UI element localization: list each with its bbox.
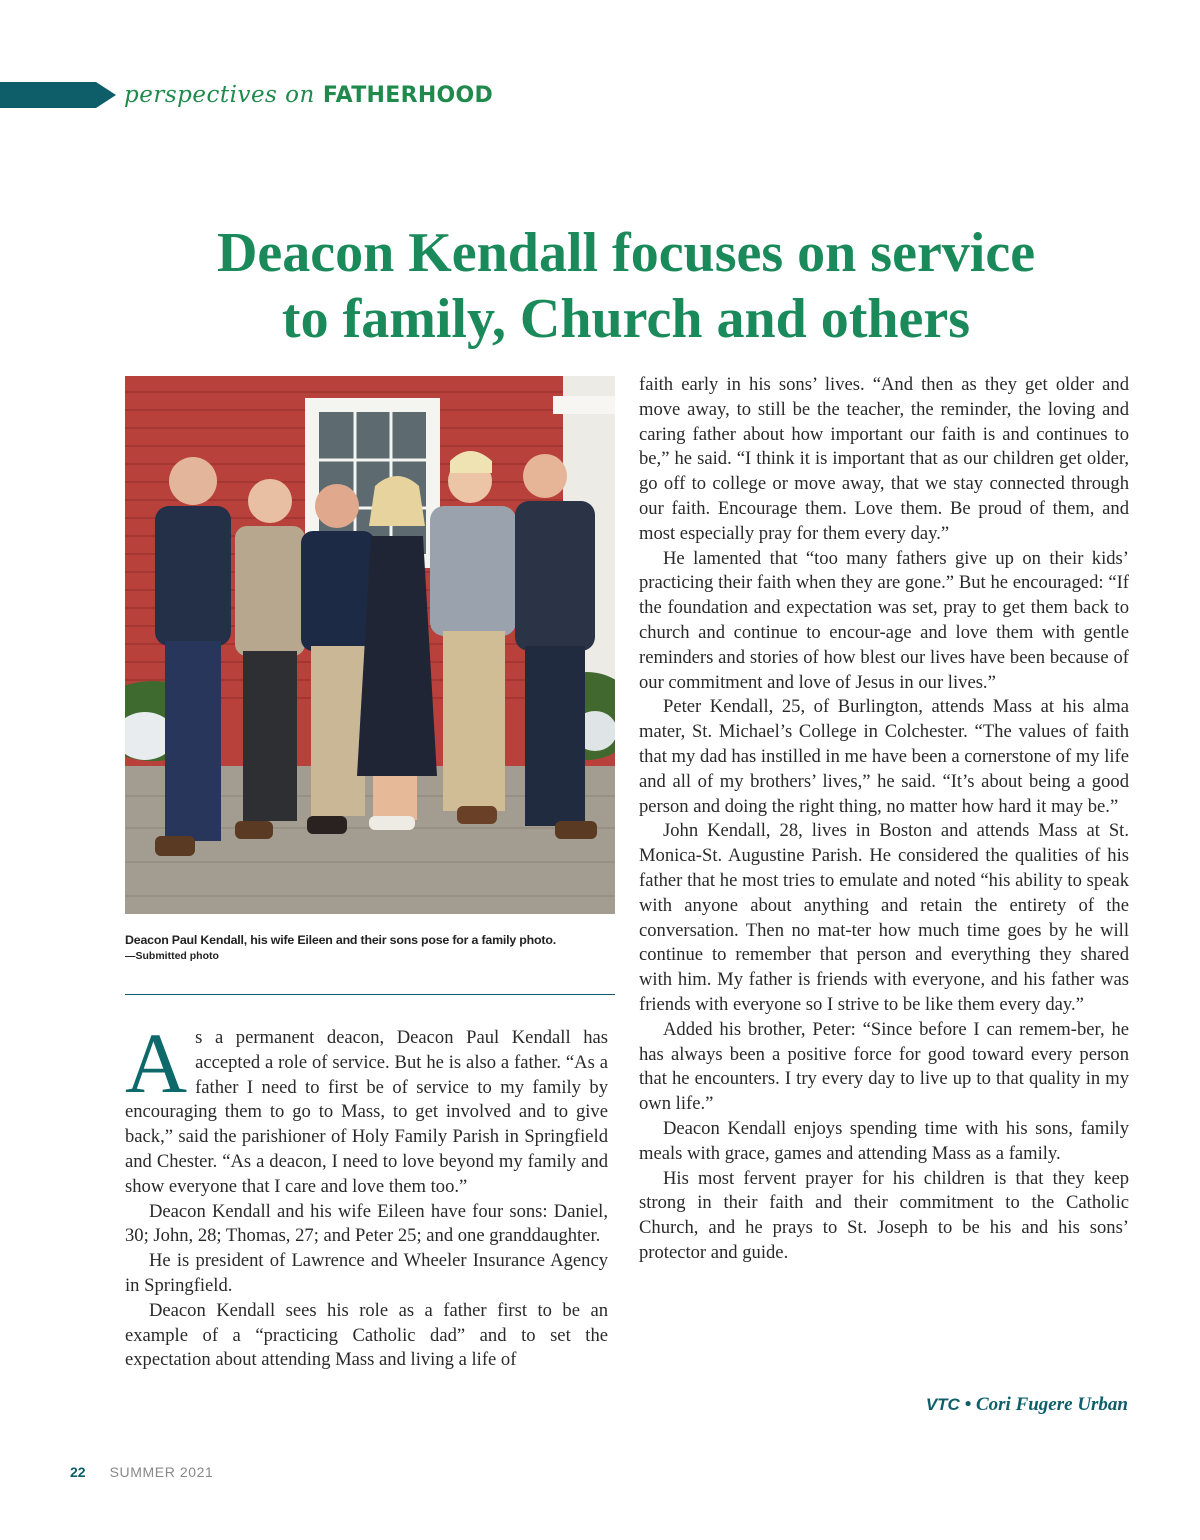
- paragraph: Deacon Kendall enjoys spending time with his sons, family meals with grace, games and attending Mass as a family.: [639, 1117, 1129, 1164]
- paragraph: Deacon Kendall sees his role as a father first to be an example of a “practicing Catholic dad” and to set the expectation about attending Mass and living a life of: [125, 1299, 608, 1371]
- page-number: 22: [70, 1464, 86, 1480]
- article-title: [100, 220, 1152, 352]
- title-line-2: to family, Church and others: [281, 288, 971, 350]
- title-line-1: Deacon Kendall focuses on service: [216, 222, 1036, 284]
- page-footer: [70, 1464, 213, 1480]
- issue-label: SUMMER 2021: [109, 1464, 214, 1480]
- family-photo: [125, 376, 615, 914]
- byline-author: Cori Fugere Urban: [975, 1394, 1128, 1415]
- paragraph: John Kendall, 28, lives in Boston and attends Mass at St. Monica-St. Augustine Parish. He considered the qualities of his father that he most tries to emulate and noted “his ability to speak with anyone about anything and retain the entirety of the conversation. Then no mat-ter how much time goes by he will continue to remember that person and everything they shared with him. My father is friends with everyone, and his father was friends with everyone so I strive to be like them every day.”: [639, 820, 1129, 1015]
- paragraph: His most fervent prayer for his children is that they keep strong in their faith and their commitment to the Catholic Church, and he prays to St. Joseph to be his and his sons’ protector and guide.: [639, 1167, 1129, 1263]
- byline-separator: •: [959, 1394, 976, 1415]
- drop-cap: A: [125, 1015, 188, 1111]
- paragraph: He lamented that “too many fathers give up on their kids’ practicing their faith when they are gone.” But he encouraged: “If the foundation and expectation was set, pray to get them back to church and continue to encour-age and love them with gentle reminders and stories of how blest our lives have been because of our commitment and love of Jesus in our lives.”: [639, 547, 1129, 693]
- article-column-1: [125, 1015, 608, 1373]
- column-divider-rule: [125, 994, 615, 995]
- paragraph: [125, 1015, 608, 1200]
- byline-org: VTC: [925, 1395, 960, 1414]
- photo-credit: —Submitted photo: [125, 950, 219, 962]
- paragraph: Deacon Kendall and his wife Eileen have four sons: Daniel, 30; John, 28; Thomas, 27; and Peter 25; and one granddaughter.: [125, 1200, 608, 1247]
- paragraph: He is president of Lawrence and Wheeler Insurance Agency in Springfield.: [125, 1250, 608, 1296]
- paragraph: Added his brother, Peter: “Since before I can remem-ber, he has always been a positive force for good toward every person that he encounters. I try every day to live up to that quality in my own life.”: [639, 1018, 1129, 1115]
- byline: [926, 1394, 1128, 1416]
- section-script-label: perspectives on: [124, 82, 315, 108]
- section-header: [124, 78, 493, 112]
- article-column-2: [639, 373, 1129, 1266]
- photo-caption: Deacon Paul Kendall, his wife Eileen and their sons pose for a family photo.: [125, 933, 556, 947]
- section-banner-bar: [0, 82, 96, 108]
- paragraph-text: s a permanent deacon, Deacon Paul Kendall has accepted a role of service. But he is also a father. “As a father I need to first be of service to my family by encouraging them to go to Mass, to get involved and to give back,” said the parishioner of Holy Family Parish in Springfield and Chester. “As a deacon, I need to love beyond my family and show everyone that I care and love them too.”: [125, 1027, 608, 1197]
- section-banner-arrow: [96, 82, 116, 108]
- paragraph: faith early in his sons’ lives. “And then as they get older and move away, to still be the teacher, the reminder, the loving and caring father about how important our faith is and continues to be,” he said. “I think it is important that as our children get older, go off to college or move away, that we stay connected through our faith. Encourage them. Love them. Be proud of them, and most especially pray for them every day.”: [639, 374, 1129, 544]
- paragraph: Peter Kendall, 25, of Burlington, attends Mass at his alma mater, St. Michael’s College in Colchester. “The values of faith that my dad has instilled in me have been a cornerstone of my life and all of my brothers’ lives,” he said. “It’s about being a good person and doing the right thing, no matter how hard it may be.”: [639, 696, 1130, 817]
- section-bold-label: FATHERHOOD: [322, 83, 494, 108]
